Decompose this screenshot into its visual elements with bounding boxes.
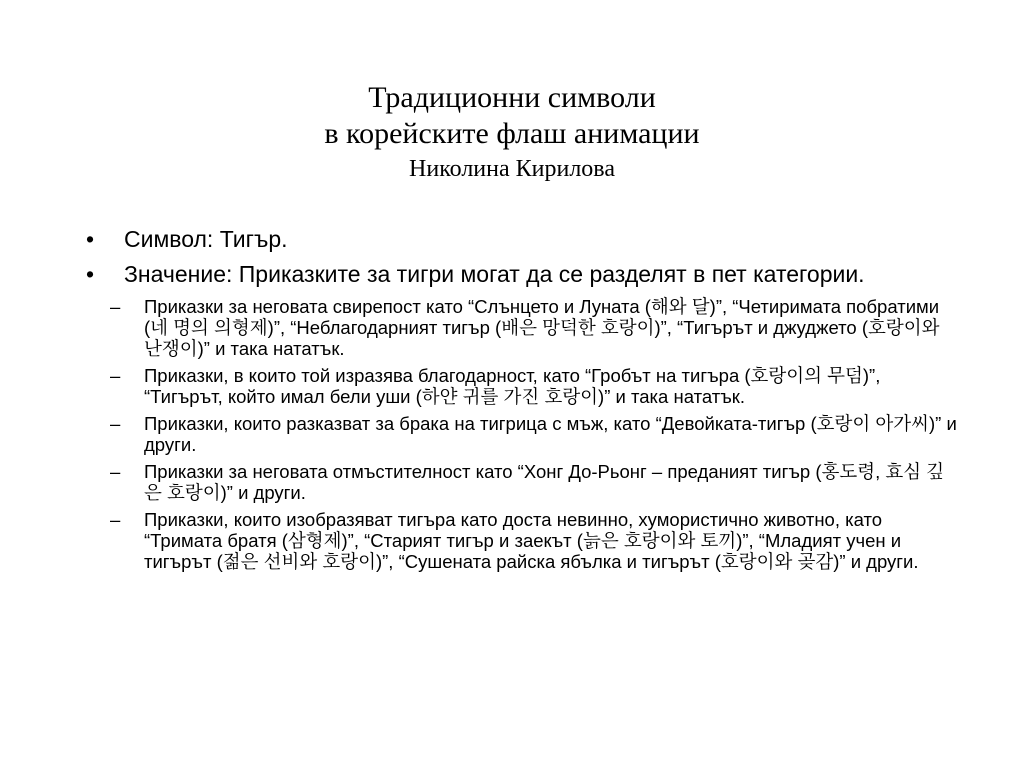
bullet-item-symbol bbox=[82, 226, 962, 252]
title-block bbox=[0, 80, 1024, 184]
subbullet-item-ferocity bbox=[96, 296, 962, 359]
subbullet-item-marriage bbox=[96, 413, 962, 455]
bullet-marker: • bbox=[86, 226, 95, 252]
title-line-1: Традиционни символи bbox=[368, 81, 656, 114]
bullet-text: Символ: Тигър. bbox=[124, 226, 288, 252]
dash-marker: – bbox=[110, 365, 121, 386]
slide-body bbox=[82, 226, 962, 578]
bullet-item-meaning bbox=[82, 261, 962, 287]
subbullet-text: Приказки, които разказват за брака на тигрица с мъж, като “Девойката-тигър (호랑이 아가씨)” и други. bbox=[144, 413, 957, 455]
subbullet-container bbox=[82, 296, 962, 572]
subbullet-text: Приказки за неговата отмъстителност като “Хонг До-Рьонг – преданият тигър (홍도령, 효심 깊은 호랑이)” и други. bbox=[144, 461, 945, 503]
author-name: Николина Кирилова bbox=[409, 156, 615, 182]
subbullet-list bbox=[82, 296, 962, 572]
bullet-marker: • bbox=[86, 261, 95, 287]
dash-marker: – bbox=[110, 461, 121, 482]
dash-marker: – bbox=[110, 296, 121, 317]
subbullet-item-gratitude bbox=[96, 365, 962, 407]
subbullet-item-innocent bbox=[96, 509, 962, 572]
subbullet-text: Приказки, които изобразяват тигъра като доста невинно, хумористично животно, като “Тримата братя (삼형제)”, “Старият тигър и заекът (늙은 호랑이와 토끼)”, “Младият учен и тигърът (젊은 선비와 호랑이)”, “Сушената райска ябълка и тигърът (호랑이와 곶감)” и други. bbox=[144, 509, 919, 572]
dash-marker: – bbox=[110, 413, 121, 434]
subbullet-text: Приказки за неговата свирепост като “Слънцето и Луната (해와 달)”, “Четиримата побратими (네 명의 의형제)”, “Неблагодарният тигър (배은 망덕한 호랑이)”, “Тигърът и джуджето (호랑이와 난쟁이)” и така нататък. bbox=[144, 296, 940, 359]
subbullet-item-revenge bbox=[96, 461, 962, 503]
dash-marker: – bbox=[110, 509, 121, 530]
title-line-2: в корейските флаш анимации bbox=[324, 117, 700, 150]
subbullet-text: Приказки, в които той изразява благодарност, като “Гробът на тигъра (호랑이의 무덤)”, “Тигърът, който имал бели уши (하얀 귀를 가진 호랑이)” и така нататък. bbox=[144, 365, 881, 407]
bullet-text: Значение: Приказките за тигри могат да се разделят в пет категории. bbox=[124, 261, 865, 287]
bullet-list bbox=[82, 226, 962, 572]
